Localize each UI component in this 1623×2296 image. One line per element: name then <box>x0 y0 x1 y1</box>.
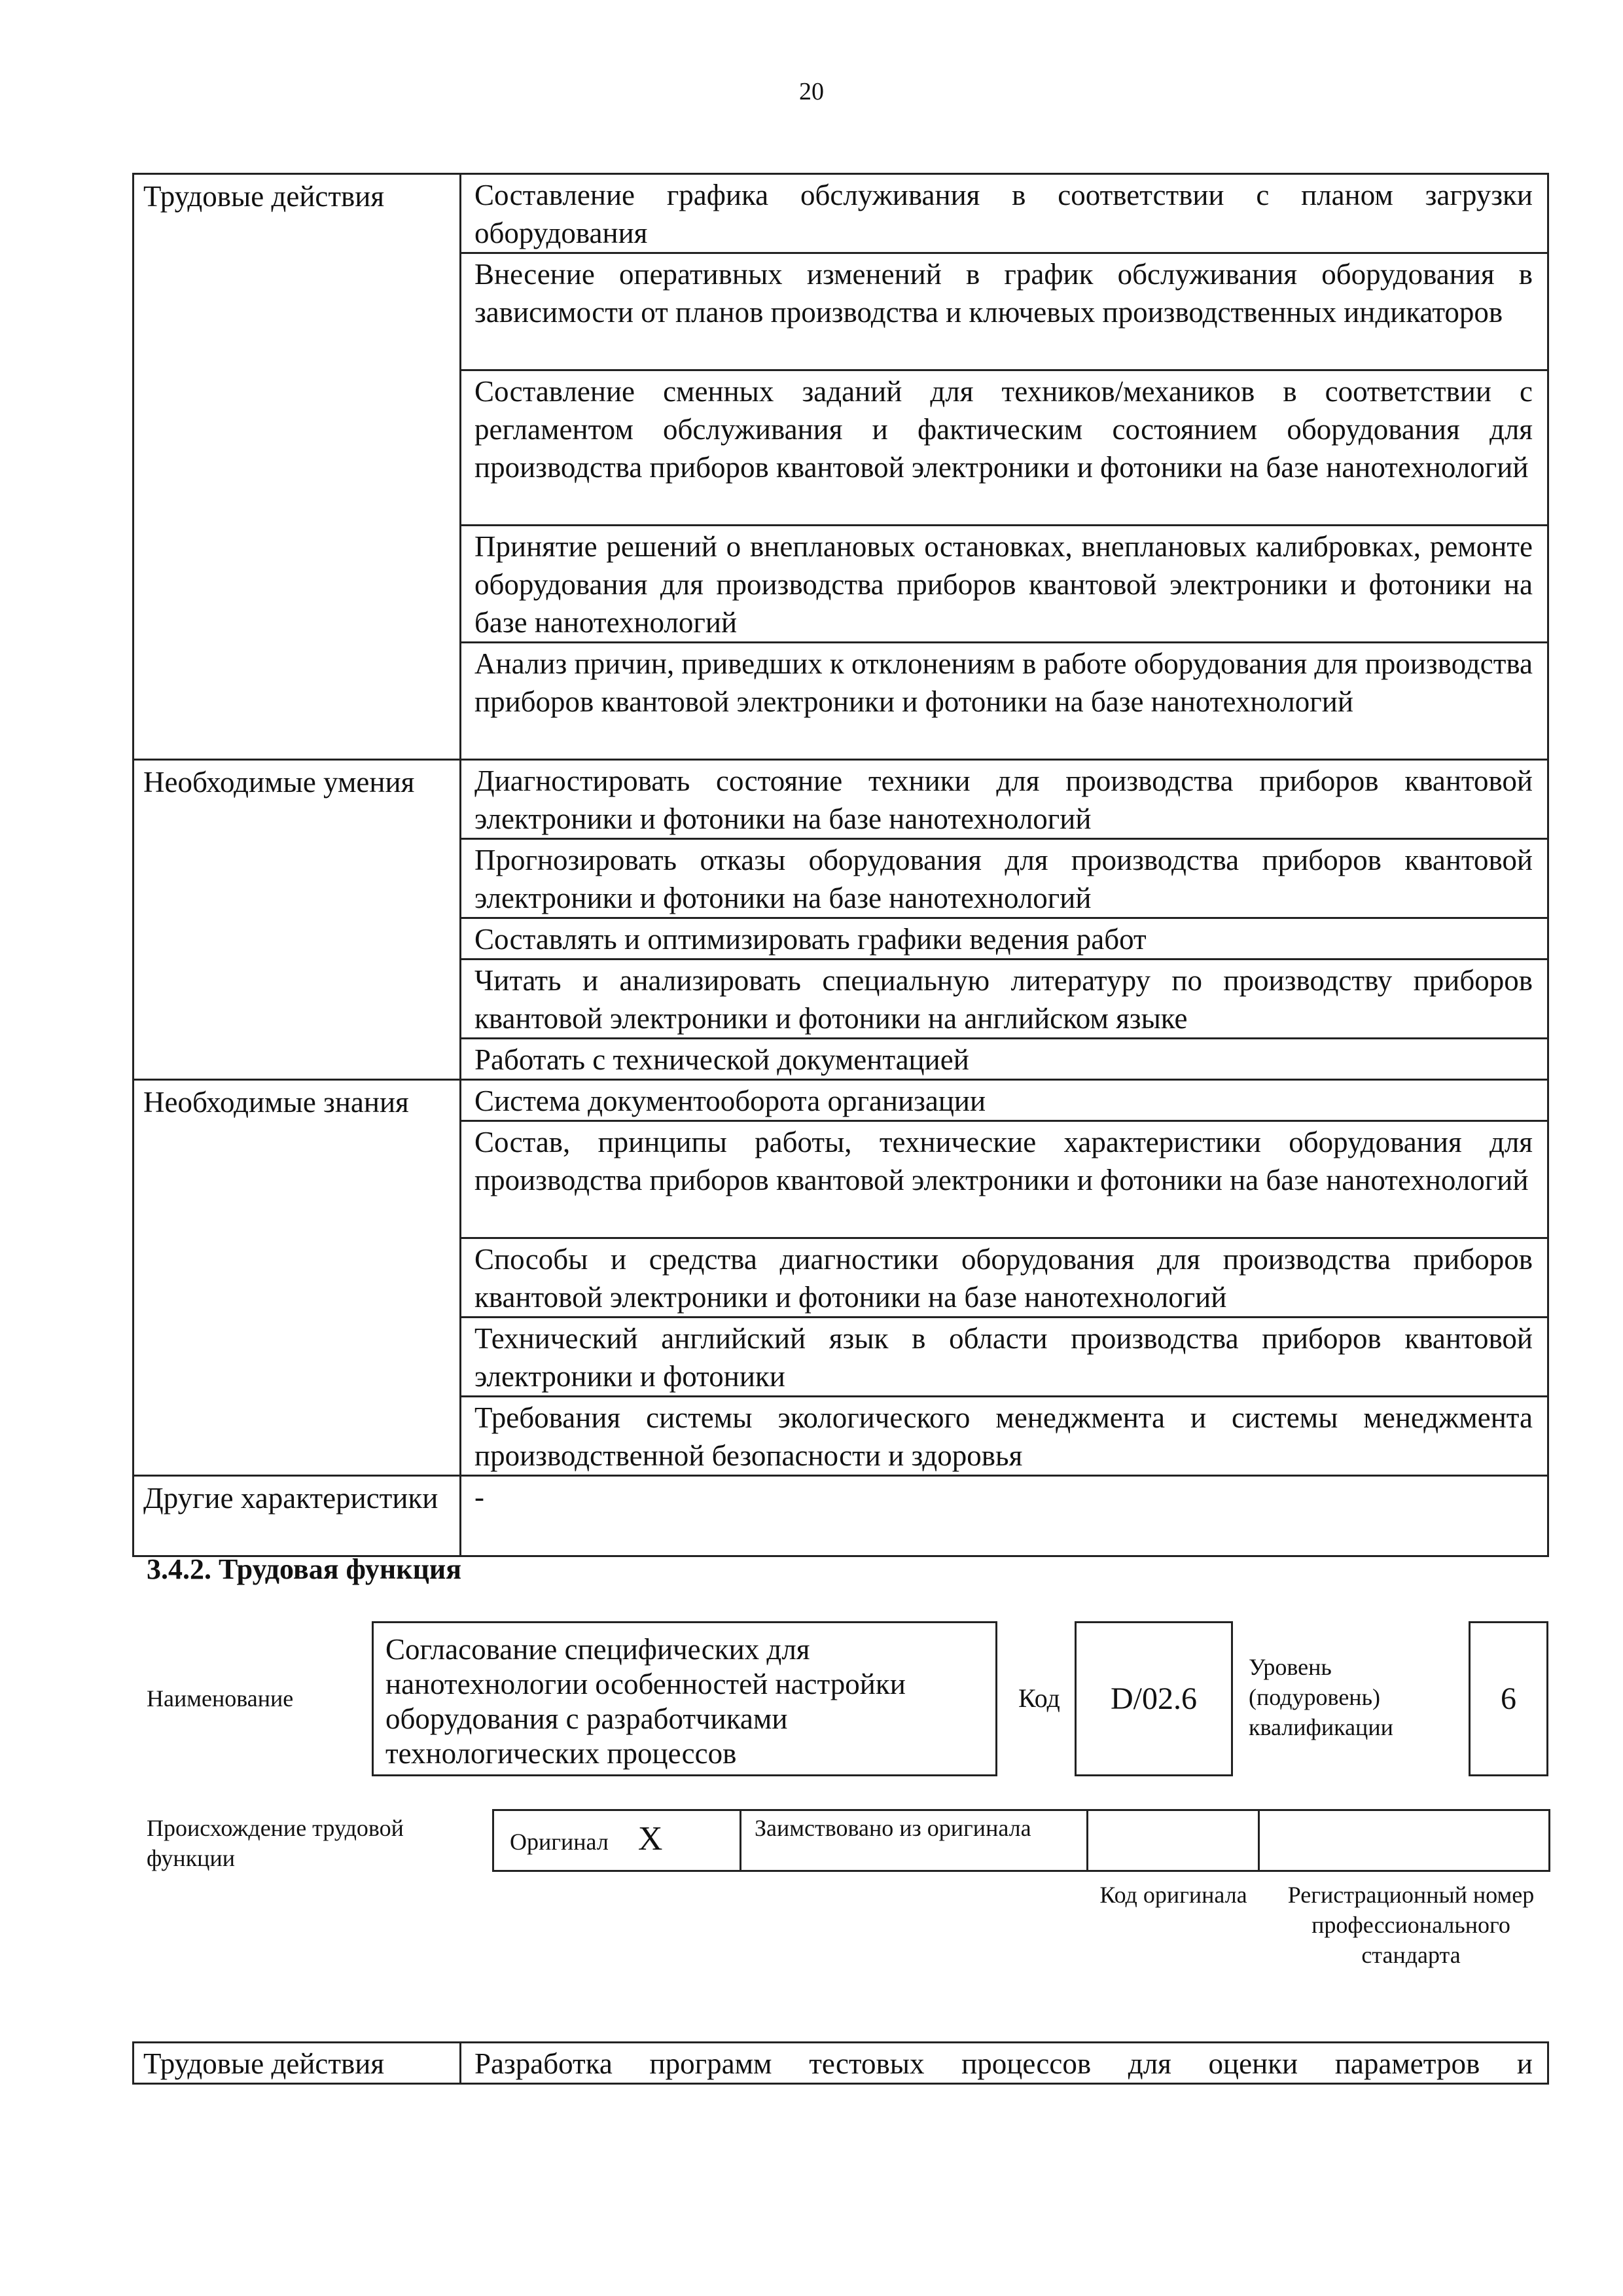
original-code-cell <box>1088 1810 1259 1871</box>
qualification-level-box: 6 <box>1469 1621 1548 1776</box>
list-item: Технический английский язык в области производства приборов квантовой электроники и фотоники <box>461 1318 1548 1397</box>
original-cell <box>493 1810 741 1871</box>
list-item: Составлять и оптимизировать графики ведения работ <box>461 918 1548 960</box>
table-row <box>493 1810 1550 1871</box>
registration-number-caption: Регистрационный номер профессионального стандарта <box>1287 1882 1535 1968</box>
skills-label: Необходимые умения <box>134 760 461 1080</box>
list-item: Диагностировать состояние техники для производства приборов квантовой электроники и фотоники на базе нанотехнологий <box>461 760 1548 839</box>
list-item: Принятие решений о внеплановых остановках, внеплановых калибровках, ремонте оборудования для производства приборов квантовой электроники и фотоники на базе нанотехнологий <box>461 526 1548 643</box>
list-item: Состав, принципы работы, технические характеристики оборудования для производства приборов квантовой электроники и фотоники на базе нанотехнологий <box>461 1121 1548 1238</box>
labor-actions-label: Трудовые действия <box>134 2043 461 2084</box>
knowledge-label: Необходимые знания <box>134 1080 461 1476</box>
list-item: Составление сменных заданий для техников/механиков в соответствии с регламентом обслуживания и фактическим состоянием оборудования для производства приборов квантовой электроники и фотоники на базе нанотехнологий <box>461 370 1548 526</box>
list-item: Анализ причин, приведших к отклонениям в работе оборудования для производства приборов квантовой электроники и фотоники на базе нанотехнологий <box>461 643 1548 760</box>
registration-number-cell <box>1259 1810 1550 1871</box>
list-item: Система документооборота организации <box>461 1080 1548 1121</box>
list-item: Способы и средства диагностики оборудования для производства приборов квантовой электроники и фотоники на базе нанотехнологий <box>461 1238 1548 1318</box>
table-row <box>134 174 1548 253</box>
other-characteristics-value: - <box>461 1476 1548 1556</box>
origin-table <box>492 1809 1550 1872</box>
list-item: Прогнозировать отказы оборудования для производства приборов квантовой электроники и фотоники на базе нанотехнологий <box>461 839 1548 918</box>
labor-function-table <box>132 173 1549 1557</box>
function-name-box: Согласование специфических для нанотехнологии особенностей настройки оборудования с разработчиками технологических процессов <box>372 1621 997 1776</box>
origin-label: Происхождение трудовой функции <box>147 1815 404 1871</box>
list-item: Читать и анализировать специальную литературу по производству приборов квантовой электроники и фотоники на английском языке <box>461 960 1548 1039</box>
list-item: Составление графика обслуживания в соответствии с планом загрузки оборудования <box>461 174 1548 253</box>
code-label: Код <box>1018 1683 1060 1713</box>
borrowed-label: Заимствовано из оригинала <box>741 1810 1088 1871</box>
page-number: 20 <box>799 78 824 105</box>
labor-actions-table <box>132 2041 1549 2085</box>
name-label: Наименование <box>147 1685 294 1712</box>
table-row <box>134 1080 1548 1121</box>
table-row <box>134 1476 1548 1556</box>
qualification-level-label: Уровень (подуровень) квалификации <box>1249 1654 1393 1740</box>
table-row <box>134 760 1548 839</box>
original-mark: X <box>637 1820 663 1857</box>
original-label: Оригинал <box>510 1829 609 1855</box>
list-item: Работать с технической документацией <box>461 1039 1548 1080</box>
original-code-caption: Код оригинала <box>1099 1882 1247 1908</box>
labor-actions-label: Трудовые действия <box>134 174 461 760</box>
section-heading: 3.4.2. Трудовая функция <box>147 1553 462 1585</box>
table-row <box>134 2043 1548 2084</box>
code-box: D/02.6 <box>1075 1621 1233 1776</box>
list-item: Разработка программ тестовых процессов для оценки параметров и <box>461 2043 1548 2084</box>
list-item: Внесение оперативных изменений в график обслуживания оборудования в зависимости от планов производства и ключевых производственных индикаторов <box>461 253 1548 370</box>
other-characteristics-label: Другие характеристики <box>134 1476 461 1556</box>
list-item: Требования системы экологического менеджмента и системы менеджмента производственной безопасности и здоровья <box>461 1397 1548 1476</box>
